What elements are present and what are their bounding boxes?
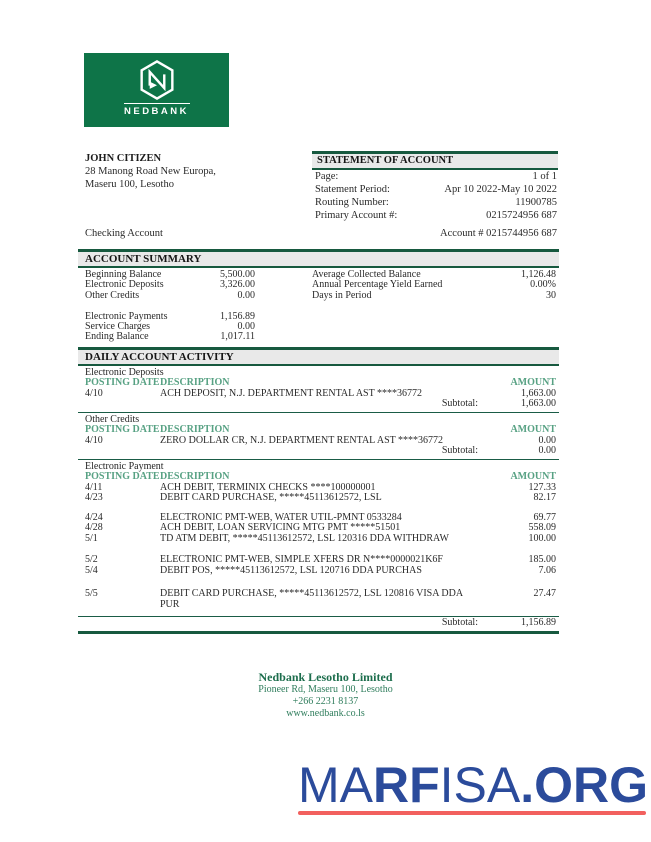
wordmark-segment: MA [298,757,373,813]
summary-label: Electronic Deposits [85,279,164,291]
marfisa-watermark [298,757,650,815]
amount-cell: 1,663.00 [521,387,556,399]
section-divider [78,459,559,460]
description-cell: ACH DEBIT, TERMINIX CHECKS ****100000001 [160,481,376,493]
amount-header: AMOUNT [510,471,556,483]
summary-label: Average Collected Balance [312,269,421,280]
summary-value: 1,126.48 [521,269,556,280]
amount-cell: 27.47 [533,588,556,600]
table-row [78,534,559,545]
posting-date-cell: 4/10 [85,434,103,446]
description-cell: ACH DEPOSIT, N.J. DEPARTMENT RENTAL AST ****36772 [160,387,423,399]
recipient-name: JOHN CITIZEN [85,153,162,164]
activity-group-name: Other Credits [85,413,140,425]
statement-info-row [312,196,558,209]
amount-cell: 127.33 [528,481,556,493]
posting-date-cell: 5/4 [85,564,98,576]
description-cell: DEBIT POS, *****45113612572, LSL 120716 DDA PURCHAS [160,564,422,576]
section-divider [78,412,559,413]
wordmark-segment: .ORG [520,757,649,813]
amount-header: AMOUNT [510,424,556,436]
summary-value: 1,156.89 [220,310,255,322]
summary-value: 30 [546,289,556,301]
statement-info-row [312,209,558,222]
description-header: DESCRIPTION [160,377,230,389]
summary-row [85,332,255,342]
statement-panel-title: STATEMENT OF ACCOUNT [312,151,558,170]
summary-right-column [312,270,559,343]
info-value: 11900785 [515,197,557,208]
posting-date-cell: 4/24 [85,511,103,523]
posting-date-cell: 4/28 [85,522,103,534]
table-row [78,566,559,577]
subtotal-value: 1,663.00 [521,398,556,410]
table-row [78,436,559,447]
summary-left-column [85,270,255,343]
marfisa-wordmark [298,757,650,813]
amount-cell: 100.00 [528,532,556,544]
posting-date-cell: 4/23 [85,492,103,504]
summary-value: 3,326.00 [220,279,255,291]
summary-value: 1,017.11 [220,331,255,343]
description-cell: ELECTRONIC PMT-WEB, SIMPLE XFERS DR N****0000021K6F [160,554,443,566]
posting-date-cell: 5/2 [85,554,98,566]
nedbank-emblem-icon [137,59,177,101]
amount-cell: 0.00 [538,434,556,446]
subtotal-row [78,618,559,629]
posting-date-cell: 5/5 [85,588,98,600]
subtotal-value: 0.00 [538,445,556,457]
bank-phone: +266 2231 8137 [292,696,359,707]
description-cell: DEBIT CARD PURCHASE, *****45113612572, LSL 120816 VISA DDA PUR [160,588,463,610]
description-header: DESCRIPTION [160,471,230,483]
nedbank-wordmark: NEDBANK [124,106,189,117]
summary-label: Days in Period [312,289,372,301]
amount-cell: 82.17 [533,492,556,504]
amount-header: AMOUNT [510,377,556,389]
summary-value: 5,500.00 [220,269,255,280]
subtotal-label: Subtotal: [441,617,478,629]
daily-activity-title: DAILY ACCOUNT ACTIVITY [78,347,559,366]
info-label: Page: [315,171,339,182]
summary-label: Beginning Balance [85,269,162,280]
info-value: 0215724956 687 [486,210,557,221]
statement-info-panel [312,151,558,222]
recipient-address-line: 28 Manong Road New Europa, [85,166,216,177]
table-row [78,389,559,400]
posting-date-header: POSTING DATE [85,471,160,483]
nedbank-logo [84,53,229,127]
description-cell: ACH DEBIT, LOAN SERVICING MTG PMT *****51501 [160,522,401,534]
summary-label: Ending Balance [85,331,149,343]
description-cell: ELECTRONIC PMT-WEB, WATER UTIL-PMNT 0533284 [160,511,402,523]
subtotal-label: Subtotal: [441,445,478,457]
info-label: Statement Period: [315,184,390,195]
wordmark-segment: ISA [439,757,521,813]
posting-date-cell: 4/11 [85,481,103,493]
subtotal-label: Subtotal: [441,398,478,410]
account-summary-title: ACCOUNT SUMMARY [78,249,559,268]
logo-divider [124,103,190,104]
bank-footer [0,670,651,720]
account-number-label: Account # 0215744956 687 [440,228,557,239]
recipient-address-line: Maseru 100, Lesotho [85,179,174,190]
summary-row [312,291,556,301]
summary-label: Service Charges [85,321,151,333]
amount-cell: 558.09 [528,522,556,534]
summary-label: Electronic Payments [85,310,168,322]
activity-group-name: Electronic Deposits [85,366,164,378]
wordmark-segment: RF [373,757,440,813]
description-header: DESCRIPTION [160,424,230,436]
section-end-rule [78,631,559,634]
account-summary-table [78,270,559,343]
bank-address: Pioneer Rd, Maseru 100, Lesotho [258,684,393,695]
amount-cell: 69.77 [533,511,556,523]
posting-date-header: POSTING DATE [85,377,160,389]
bank-website: www.nedbank.co.ls [286,708,365,719]
posting-date-cell: 5/1 [85,532,98,544]
info-label: Primary Account #: [315,210,398,221]
bank-name: Nedbank Lesotho Limited [258,670,393,684]
description-cell: TD ATM DEBIT, *****45113612572, LSL 120316 DDA WITHDRAW [160,532,449,544]
description-cell: DEBIT CARD PURCHASE, *****45113612572, LSL [160,492,382,504]
info-value: 1 of 1 [532,171,557,182]
summary-value: 0.00 [237,289,255,301]
amount-cell: 7.06 [538,564,556,576]
summary-label: Other Credits [85,289,140,301]
account-type-label: Checking Account [85,228,163,239]
summary-value: 0.00% [530,279,556,291]
amount-cell: 185.00 [528,554,556,566]
info-value: Apr 10 2022-May 10 2022 [444,184,557,195]
account-type-row [78,227,559,240]
posting-date-header: POSTING DATE [85,424,160,436]
activity-group-name: Electronic Payment [85,460,164,472]
statement-info-row [312,170,558,183]
statement-info-row [312,183,558,196]
info-label: Routing Number: [315,197,389,208]
subtotal-row [78,399,559,410]
posting-date-cell: 4/10 [85,387,103,399]
subtotal-value: 1,156.89 [521,617,556,629]
summary-value: 0.00 [237,321,255,333]
statement-body [78,249,559,634]
table-row [78,589,559,610]
section-divider [78,616,559,617]
subtotal-row [78,446,559,457]
recipient-address-block [85,152,216,191]
table-row [78,493,559,504]
summary-row [85,291,255,301]
description-cell: ZERO DOLLAR CR, N.J. DEPARTMENT RENTAL AST ****36772 [160,434,444,446]
summary-label: Annual Percentage Yield Earned [312,279,443,291]
